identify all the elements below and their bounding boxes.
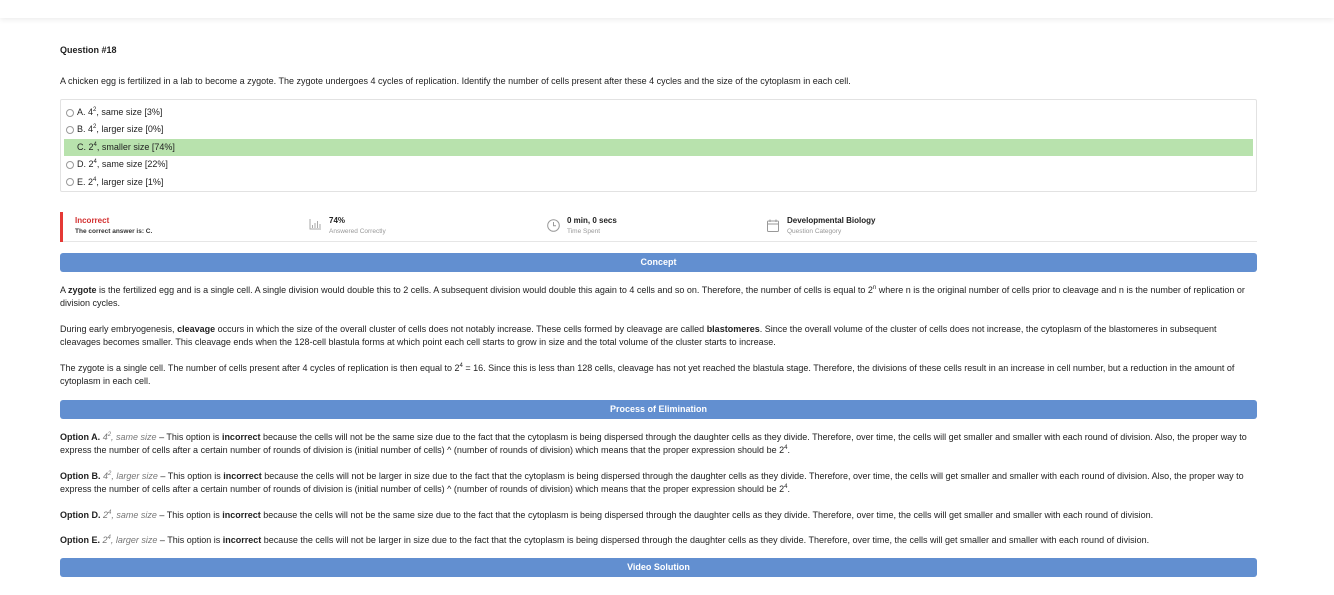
option-d[interactable]	[64, 156, 1253, 173]
question-text: A chicken egg is fertilized in a lab to become a zygote. The zygote undergoes 4 cycles of replication. Identify the number of cells present after these 4 cycles and the size of the cytoplasm in each cell.	[60, 76, 851, 86]
option-label: B. $4^2$, larger size [0%]	[77, 124, 164, 135]
concept-paragraph-3: The zygote is a single cell. The number of cells present after 4 cycles of replication is then equal to $2^4 = 16$. Since this is less than 128 cells, cleavage has not yet reached the blastula stage. Therefore, the divisions of these cells result in an increase in cell number, but a reduction in the amount of cytoplasm in each cell.	[60, 363, 1235, 386]
percent-value: 74%	[329, 216, 346, 225]
option-c[interactable]	[64, 139, 1253, 156]
concept-paragraph-2: During early embryogenesis, cleavage occurs in which the size of the overall cluster of cells does not notably increase. These cells formed by cleavage are called blastomeres. Since the overall volume of the cluster of cells does not increase, the cytoplasm of the blastomeres in subsequent cleavages becomes smaller. This cleavage ends when the 128-cell blastula forms at which point each cell starts to grow in size and the total volume of the cluster starts to increase.	[60, 324, 1217, 347]
option-label: C. $2^4$, smaller size [74%]	[77, 141, 175, 152]
percent-label: Answered Correctly	[329, 228, 386, 235]
elimination-option-b: Option B. $4^2$, larger size – This option is incorrect because the cells will not be larger in size due to the fact that the cytoplasm is being dispersed through the daughter cells as they divide. Therefore, over time, the cells will get smaller and smaller with each round of division. Also, the proper way to express the number of cells after a certain number of rounds of division is (initial number of cells) ^ (number of rounds of division) which means that the proper expression should be $2^4$.	[60, 471, 1244, 494]
radio-button[interactable]	[66, 178, 74, 186]
incorrect-indicator	[60, 212, 63, 242]
answer-options	[60, 99, 1257, 192]
elimination-header[interactable]: Process of Elimination	[60, 400, 1257, 419]
option-a[interactable]	[64, 104, 1253, 121]
option-label: E. $2^4$, larger size [1%]	[77, 176, 164, 187]
clock-icon	[547, 219, 560, 234]
concept-paragraph-1: A zygote is the fertilized egg and is a single cell. A single division would double this to 2 cells. A subsequent division would double this again to 4 cells and so on. Therefore, the number of cells is equal to 2$^n$ where n is the original number of cells prior to cleavage and n is the number of replication or division cycles.	[60, 285, 1245, 308]
video-solution-header[interactable]: Video Solution	[60, 558, 1257, 577]
concept-header[interactable]: Concept	[60, 253, 1257, 272]
category-stat	[787, 216, 875, 235]
time-value: 0 min, 0 secs	[567, 216, 617, 225]
percent-stat	[329, 216, 386, 235]
time-label: Time Spent	[567, 228, 600, 235]
option-e[interactable]	[64, 174, 1253, 191]
option-label: D. $2^4$, same size [22%]	[77, 159, 168, 170]
category-label: Question Category	[787, 228, 842, 235]
bar-chart-icon	[309, 219, 322, 232]
radio-button[interactable]	[66, 161, 74, 169]
question-number: Question #18	[60, 45, 117, 55]
result-label: Incorrect	[75, 216, 110, 225]
elimination-option-a: Option A. $4^2$, same size – This option is incorrect because the cells will not be the same size due to the fact that the cytoplasm is being dispersed through the daughter cells as they divide. Therefore, over time, the cells will get smaller and smaller with each round of division. Also, the proper way to express the number of cells after a certain number of rounds of division is (initial number of cells) ^ (number of rounds of division) which means that the proper expression should be $2^4$.	[60, 432, 1247, 455]
time-stat	[567, 216, 617, 235]
radio-button[interactable]	[66, 126, 74, 134]
category-value: Developmental Biology	[787, 216, 876, 225]
top-bar	[0, 0, 1334, 18]
calendar-icon	[767, 219, 779, 234]
option-label: A. $4^2$, same size [3%]	[77, 107, 163, 117]
elimination-option-e: Option E. $2^4$, larger size – This option is incorrect because the cells will not be larger in size due to the fact that the cytoplasm is being dispersed through the daughter cells as they divide. Therefore, over time, the cells will get smaller and smaller with each round of division.	[60, 535, 1150, 545]
correct-answer-text: The correct answer is: C.	[75, 228, 153, 235]
result-stats	[60, 212, 1257, 242]
elimination-option-d: Option D. $2^4$, same size – This option is incorrect because the cells will not be the same size due to the fact that the cytoplasm is being dispersed through the daughter cells as they divide. Therefore, over time, the cells will get smaller and smaller with each round of division.	[60, 510, 1154, 520]
radio-button[interactable]	[66, 109, 74, 117]
option-b[interactable]	[64, 121, 1253, 138]
result-status	[75, 216, 152, 235]
